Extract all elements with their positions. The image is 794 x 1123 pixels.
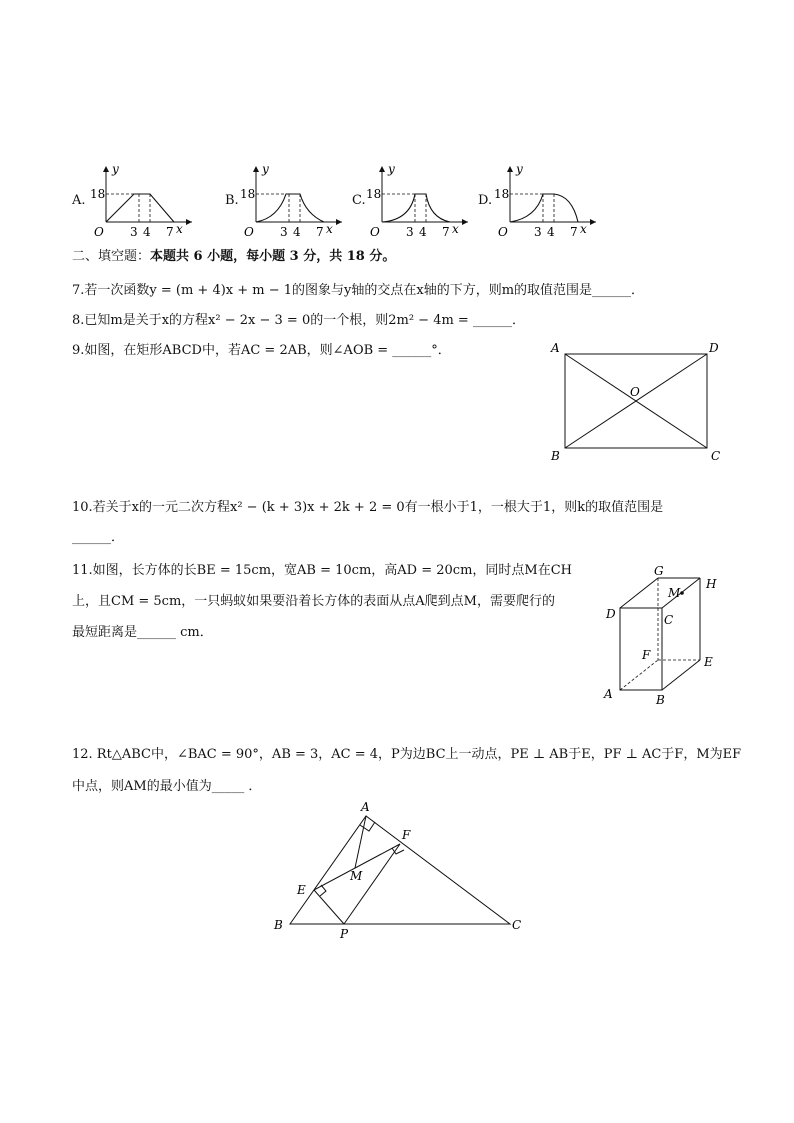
- question-7: 7.若一次函数y = (m + 4)x + m − 1的图象与y轴的交点在x轴的下方，则m的取值范围是______．: [72, 283, 645, 298]
- q9-label-c: C: [711, 449, 721, 463]
- option-b-letter: B.: [225, 193, 239, 208]
- q11-cuboid-figure: [600, 562, 730, 712]
- q11-label-e: E: [704, 655, 713, 669]
- question-9: 9.如图，在矩形ABCD中，若AC = 2AB，则∠AOB = ______°．: [72, 343, 451, 358]
- option-b-x-label: x: [326, 222, 333, 236]
- q11-label-h: H: [706, 577, 717, 591]
- q11-label-a: A: [604, 687, 613, 701]
- q12-label-p: P: [340, 927, 349, 941]
- option-graphs: [60, 160, 620, 240]
- q12-label-e: E: [297, 883, 306, 897]
- q9-label-b: B: [551, 449, 560, 463]
- option-c-origin: O: [370, 225, 380, 239]
- option-b-graph: [238, 160, 348, 240]
- option-c-letter: C.: [352, 193, 366, 208]
- option-d-tick-4: 4: [547, 225, 555, 239]
- question-10-line-1: 10.若关于x的一元二次方程x² − (k + 3)x + 2k + 2 = 0有一根小于1，一根大于1，则k的取值范围是: [72, 500, 664, 515]
- option-c-y-label: y: [388, 162, 395, 176]
- option-d-graph: [492, 160, 602, 240]
- q12-label-m: M: [350, 869, 363, 883]
- option-a-tick-4: 4: [143, 225, 151, 239]
- option-d-origin: O: [498, 225, 508, 239]
- q12-label-a: A: [361, 800, 370, 814]
- q9-label-o: O: [630, 385, 640, 399]
- option-a-y-label: y: [112, 162, 119, 176]
- option-a-x-label: x: [176, 222, 183, 236]
- option-d-y-label: y: [516, 162, 523, 176]
- option-d-tick-7: 7: [570, 225, 578, 239]
- section-2-prefix: 二、填空题：: [72, 249, 151, 264]
- option-c-tick-3: 3: [406, 225, 414, 239]
- section-2-heading: [72, 248, 395, 266]
- q9-label-d: D: [709, 341, 719, 355]
- question-12-line-1: 12. Rt△ABC中，∠BAC = 90°，AB = 3，AC = 4，P为边BC上一动点，PE ⊥ AB于E，PF ⊥ AC于F，M为EF: [72, 747, 742, 762]
- q11-label-g: G: [654, 564, 664, 578]
- q12-label-f: F: [402, 828, 411, 842]
- q9-label-a: A: [551, 341, 560, 355]
- option-b-tick-7: 7: [316, 225, 324, 239]
- q12-label-c: C: [512, 918, 522, 932]
- option-b-y-value: 18: [240, 187, 256, 201]
- option-c-tick-7: 7: [442, 225, 450, 239]
- option-d-x-label: x: [580, 222, 587, 236]
- option-a-origin: O: [94, 225, 104, 239]
- option-b-y-label: y: [262, 162, 269, 176]
- q11-label-b: B: [656, 693, 665, 707]
- q11-label-m: M: [668, 586, 681, 600]
- option-c-graph: [364, 160, 474, 240]
- option-d-tick-3: 3: [534, 225, 542, 239]
- option-d-y-value: 18: [494, 187, 510, 201]
- question-11-line-2: 上，且CM = 5cm，一只蚂蚁如果要沿着长方体的表面从点A爬到点M，需要爬行的: [72, 594, 555, 609]
- option-c-x-label: x: [452, 222, 459, 236]
- option-c-tick-4: 4: [419, 225, 427, 239]
- q11-label-d: D: [606, 607, 616, 621]
- q11-label-c: C: [664, 613, 674, 627]
- option-b-tick-4: 4: [293, 225, 301, 239]
- question-10-line-2: ______．: [72, 530, 125, 545]
- option-a-tick-3: 3: [130, 225, 138, 239]
- option-a-tick-7: 7: [166, 225, 174, 239]
- option-c-y-value: 18: [366, 187, 382, 201]
- option-a-graph: [88, 160, 198, 240]
- option-a-letter: A.: [72, 193, 86, 208]
- option-b-origin: O: [244, 225, 254, 239]
- question-11-line-3: 最短距离是______ cm．: [72, 625, 213, 640]
- section-2-text: 本题共 6 小题，每小题 3 分，共 18 分。: [150, 249, 396, 264]
- q12-triangle-figure: [268, 796, 528, 941]
- option-d-letter: D.: [478, 193, 493, 208]
- option-b-tick-3: 3: [280, 225, 288, 239]
- question-8: 8.已知m是关于x的方程x² − 2x − 3 = 0的一个根，则2m² − 4m = ______．: [72, 313, 525, 328]
- question-12-line-2: 中点，则AM的最小值为_____ ．: [72, 779, 262, 794]
- q12-label-b: B: [274, 918, 283, 932]
- question-11-line-1: 11.如图，长方体的长BE = 15cm，宽AB = 10cm，高AD = 20cm，同时点M在CH: [72, 563, 572, 578]
- q11-label-f: F: [642, 648, 651, 662]
- option-a-y-value: 18: [90, 187, 106, 201]
- q9-rectangle-figure: [545, 338, 735, 468]
